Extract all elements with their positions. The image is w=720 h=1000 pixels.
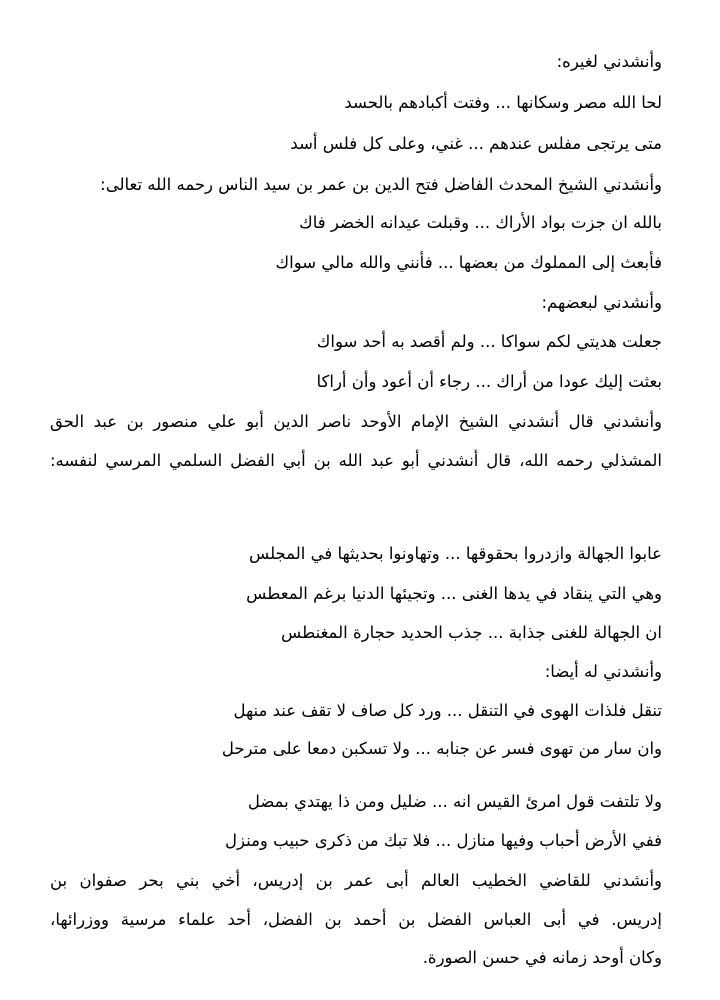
text-line: ففي الأرض أحباب وفيها منازل ... فلا تبك من ذكرى حبيب ومنزل (225, 831, 662, 850)
text-line: المشذلي رحمه الله، قال أنشدني أبو عبد الله بن أبي الفضل السلمي المرسي لنفسه: (50, 451, 662, 470)
text-line: بالله ان جزت بواد الأراك ... وقبلت عيدانه الخضر فاك (299, 213, 662, 232)
text-line: وان سار من تهوى فسر عن جنابه ... ولا تسكبن دمعا على مترحل (221, 739, 662, 758)
text-line: وكان أوحد زمانه في حسن الصورة. (422, 948, 662, 967)
text-line: متى يرتجى مفلس عندهم ... غني، وعلى كل فلس أسد (290, 134, 662, 153)
text-line: وأنشدني للقاضي الخطيب العالم أبى عمر بن إدريس، أخي بني بحر صفوان بن (50, 871, 662, 890)
text-line: وأنشدني له أيضا: (544, 662, 662, 681)
text-line: وهي التي ينقاد في يدها الغنى ... وتجيئها الدنيا برغم المعطس (246, 584, 662, 603)
text-line: تنقل فلذات الهوى في التنقل ... ورد كل صاف لا تقف عند منهل (233, 701, 662, 720)
text-line: وأنشدني الشيخ المحدث الفاضل فتح الدين بن عمر بن سيد الناس رحمه الله تعالى: (100, 175, 662, 194)
text-line: وأنشدني لبعضهم: (541, 293, 662, 312)
text-line: إدريس. في أبى العباس الفضل بن أحمد بن الفضل، أحد علماء مرسية ووزرائها، (50, 910, 662, 929)
text-line: ان الجهالة للغنى جذابة ... جذب الحديد حجارة المغنطس (281, 623, 662, 642)
text-line: فأبعث إلى المملوك من بعضها ... فأنني والله مالي سواك (275, 253, 662, 272)
text-line: وأنشدني لغيره: (556, 52, 662, 71)
text-line: ولا تلتفت قول امرئ القيس انه ... ضليل ومن ذا يهتدي بمضل (247, 792, 662, 811)
text-line: جعلت هديتي لكم سواكا ... ولم أقصد به أحد سواك (316, 332, 662, 351)
text-line: بعثت إليك عودا من أراك ... رجاء أن أعود وأن أراكا (316, 372, 662, 391)
text-line: لحا الله مصر وسكانها ... وفتت أكبادهم بالحسد (344, 93, 662, 112)
text-line: وأنشدني قال أنشدني الشيخ الإمام الأوحد ناصر الدين أبو علي منصور بن عبد الحق (50, 412, 662, 431)
text-line: عابوا الجهالة وازدروا بحقوقها ... وتهاونوا بحديثها في المجلس (249, 544, 662, 563)
